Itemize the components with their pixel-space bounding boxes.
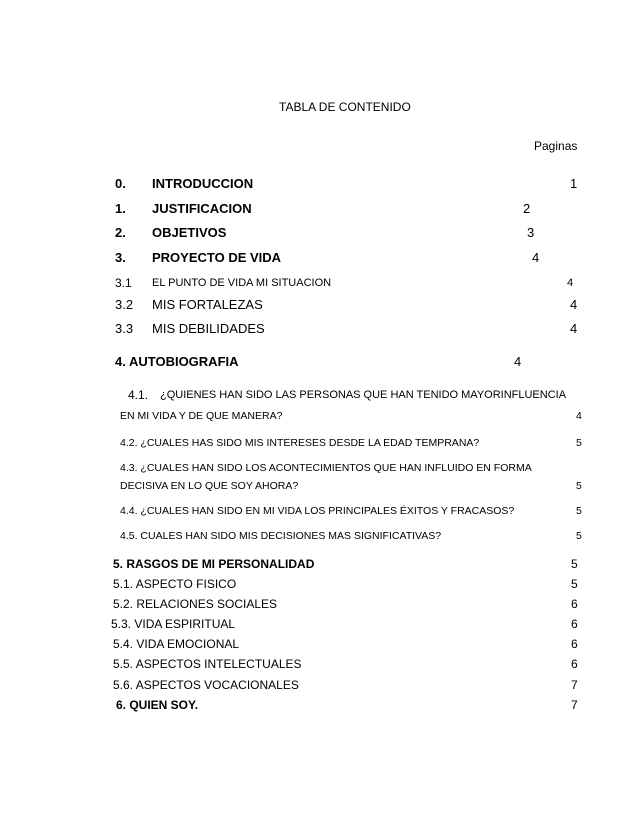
toc-sub-label: 5.5. ASPECTOS INTELECTUALES <box>113 657 302 671</box>
toc-sub-page: 4 <box>570 321 578 336</box>
toc-sub-page: 6 <box>571 597 578 611</box>
toc-entry-num: 1. <box>115 201 126 216</box>
toc-entry-page: 2 <box>523 201 531 216</box>
toc-entry-label: INTRODUCCION <box>152 176 254 191</box>
toc-entry-label: 4. AUTOBIOGRAFIA <box>115 354 239 369</box>
toc-sub-page: 4 <box>567 277 574 289</box>
toc-sub-label: MIS FORTALEZAS <box>152 297 263 312</box>
toc-title: TABLA DE CONTENIDO <box>279 100 411 114</box>
toc-sub-label-cont: EN MI VIDA Y DE QUE MANERA? <box>120 410 283 422</box>
toc-sub-page: 4 <box>576 410 582 422</box>
toc-entry-num: 2. <box>115 225 126 240</box>
toc-entry-num: 0. <box>115 176 126 191</box>
toc-sub-label: 4.5. CUALES HAN SIDO MIS DECISIONES MAS SIGNIFICATIVAS? <box>120 530 442 542</box>
toc-entry-label: PROYECTO DE VIDA <box>152 250 282 265</box>
toc-entry-page: 1 <box>570 176 578 191</box>
toc-sub-page: 5 <box>576 437 582 449</box>
toc-sub-page: 5 <box>576 505 582 517</box>
toc-sub-label: 5.4. VIDA EMOCIONAL <box>113 637 240 651</box>
toc-sub-label: 4.3. ¿CUALES HAN SIDO LOS ACONTECIMIENTOS QUE HAN INFLUIDO EN FORMA <box>120 462 532 474</box>
toc-entry-label: 6. QUIEN SOY. <box>116 698 199 712</box>
toc-sub-label: 5.1. ASPECTO FISICO <box>113 577 237 591</box>
toc-sub-page: 7 <box>571 678 578 692</box>
toc-entry-page: 4 <box>514 354 522 369</box>
toc-sub-label: 4.4. ¿CUALES HAN SIDO EN MI VIDA LOS PRINCIPALES ÉXITOS Y FRACASOS? <box>120 505 515 517</box>
toc-entry-num: 3. <box>115 250 126 265</box>
toc-entry-label: 5. RASGOS DE MI PERSONALIDAD <box>113 557 315 571</box>
toc-entry-page: 5 <box>571 557 578 571</box>
toc-sub-page: 4 <box>570 297 578 312</box>
toc-entry-label: JUSTIFICACION <box>152 201 252 216</box>
pages-column-header: Paginas <box>534 139 578 153</box>
toc-sub-page: 6 <box>571 637 578 651</box>
toc-sub-page: 6 <box>571 617 578 631</box>
toc-sub-label: 5.6. ASPECTOS VOCACIONALES <box>113 678 299 692</box>
toc-entry-page: 3 <box>527 225 535 240</box>
toc-sub-label: EL PUNTO DE VIDA MI SITUACION <box>152 277 332 289</box>
toc-sub-label: 4.2. ¿CUALES HAS SIDO MIS INTERESES DESDE LA EDAD TEMPRANA? <box>120 437 480 449</box>
toc-sub-page: 5 <box>571 577 578 591</box>
toc-sub-label: 5.3. VIDA ESPIRITUAL <box>111 617 236 631</box>
toc-sub-num: 3.1 <box>115 276 132 290</box>
toc-entry-page: 7 <box>571 698 578 712</box>
toc-sub-label: ¿QUIENES HAN SIDO LAS PERSONAS QUE HAN TENIDO MAYORINFLUENCIA <box>160 389 567 401</box>
toc-sub-label-cont: DECISIVA EN LO QUE SOY AHORA? <box>120 480 299 492</box>
toc-sub-page: 5 <box>576 480 582 492</box>
toc-entry-label: OBJETIVOS <box>152 225 227 240</box>
toc-entry-page: 4 <box>532 250 540 265</box>
toc-sub-num: 3.3 <box>115 321 134 336</box>
toc-sub-page: 6 <box>571 657 578 671</box>
toc-sub-label: 5.2. RELACIONES SOCIALES <box>113 597 278 611</box>
toc-sub-page: 5 <box>576 530 582 542</box>
toc-sub-num: 4.1. <box>128 388 149 402</box>
toc-sub-label: MIS DEBILIDADES <box>152 321 265 336</box>
toc-sub-num: 3.2 <box>115 297 134 312</box>
